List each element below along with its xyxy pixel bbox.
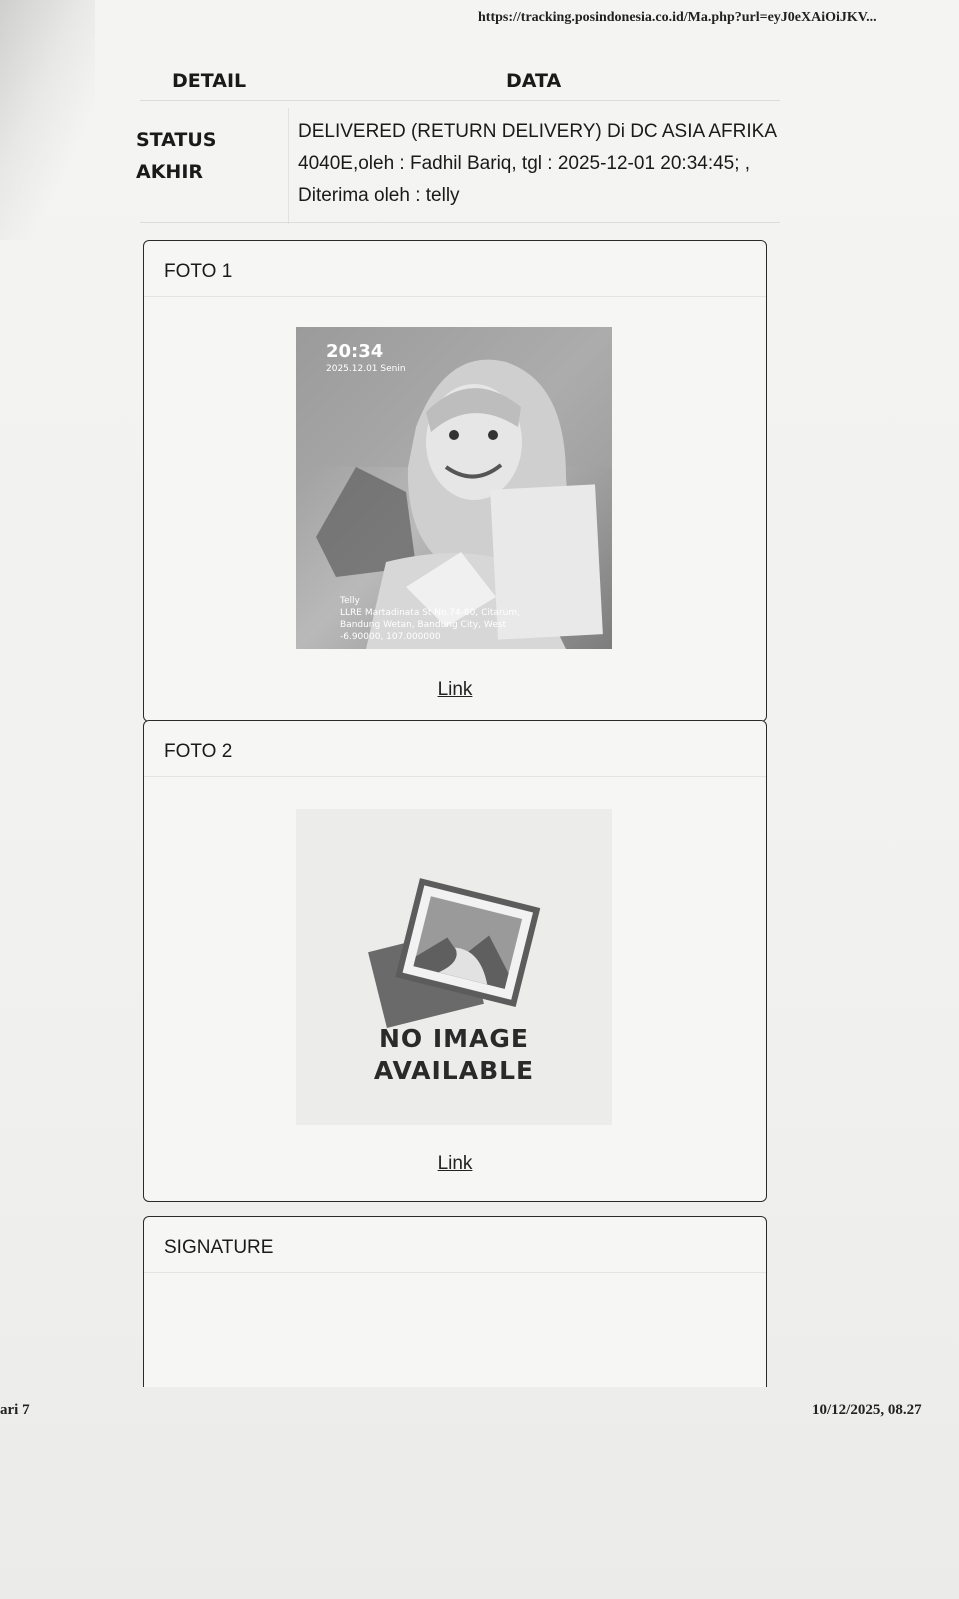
status-label: [136, 124, 276, 188]
print-datetime-footer: 10/12/2025, 08.27: [812, 1402, 922, 1418]
no-image-line: AVAILABLE: [373, 1056, 535, 1085]
photo-1-link[interactable]: Link: [437, 679, 473, 700]
photo-overlay-address: LLRE Martadinata St No.74-80, Citarum,: [340, 608, 520, 618]
status-label-line: AKHIR: [136, 161, 204, 183]
column-header-detail: DETAIL: [172, 70, 247, 92]
photo-overlay-address: Bandung Wetan, Bandung City, West: [340, 620, 507, 630]
card-divider: [144, 776, 766, 777]
status-value: [298, 116, 778, 212]
signature-title: SIGNATURE: [164, 1237, 274, 1258]
photo-1-card: [143, 240, 767, 722]
photo-overlay-date: 2025.12.01 Senin: [326, 364, 406, 374]
photo-overlay-time: 20:34: [326, 341, 384, 362]
status-value-line: DELIVERED (RETURN DELIVERY) Di DC ASIA AFRIKA: [298, 121, 777, 142]
page-curl-shadow: [0, 0, 95, 240]
column-divider: [288, 108, 289, 224]
status-value-line: Diterima oleh : telly: [298, 185, 460, 206]
photo-2-link[interactable]: Link: [437, 1153, 473, 1174]
status-value-line: 4040E,oleh : Fadhil Bariq, tgl : 2025-12-01 20:34:45; ,: [298, 153, 751, 174]
column-header-data: DATA: [506, 70, 562, 92]
signature-card: [143, 1216, 767, 1387]
status-label-line: STATUS: [136, 129, 217, 151]
header-divider: [140, 100, 780, 101]
row-divider: [140, 222, 780, 223]
gallery-icon: [296, 849, 612, 1039]
photo-1-title: FOTO 1: [164, 261, 233, 282]
card-divider: [144, 1272, 766, 1273]
photo-overlay-coords: -6.90000, 107.000000: [340, 632, 441, 642]
photo-2-title: FOTO 2: [164, 741, 233, 762]
photo-overlay-name: Telly: [340, 596, 360, 606]
photo-2-card: [143, 720, 767, 1202]
card-divider: [144, 296, 766, 297]
no-image-text: [296, 1023, 612, 1087]
delivery-photo-image: [296, 327, 612, 649]
page-url: https://tracking.posindonesia.co.id/Ma.php?url=eyJ0eXAiOiJKV...: [478, 10, 877, 25]
no-image-line: NO IMAGE: [378, 1024, 529, 1053]
no-image-placeholder[interactable]: [296, 809, 612, 1125]
page-number-footer: ari 7: [0, 1402, 30, 1418]
delivery-photo[interactable]: [296, 327, 612, 649]
